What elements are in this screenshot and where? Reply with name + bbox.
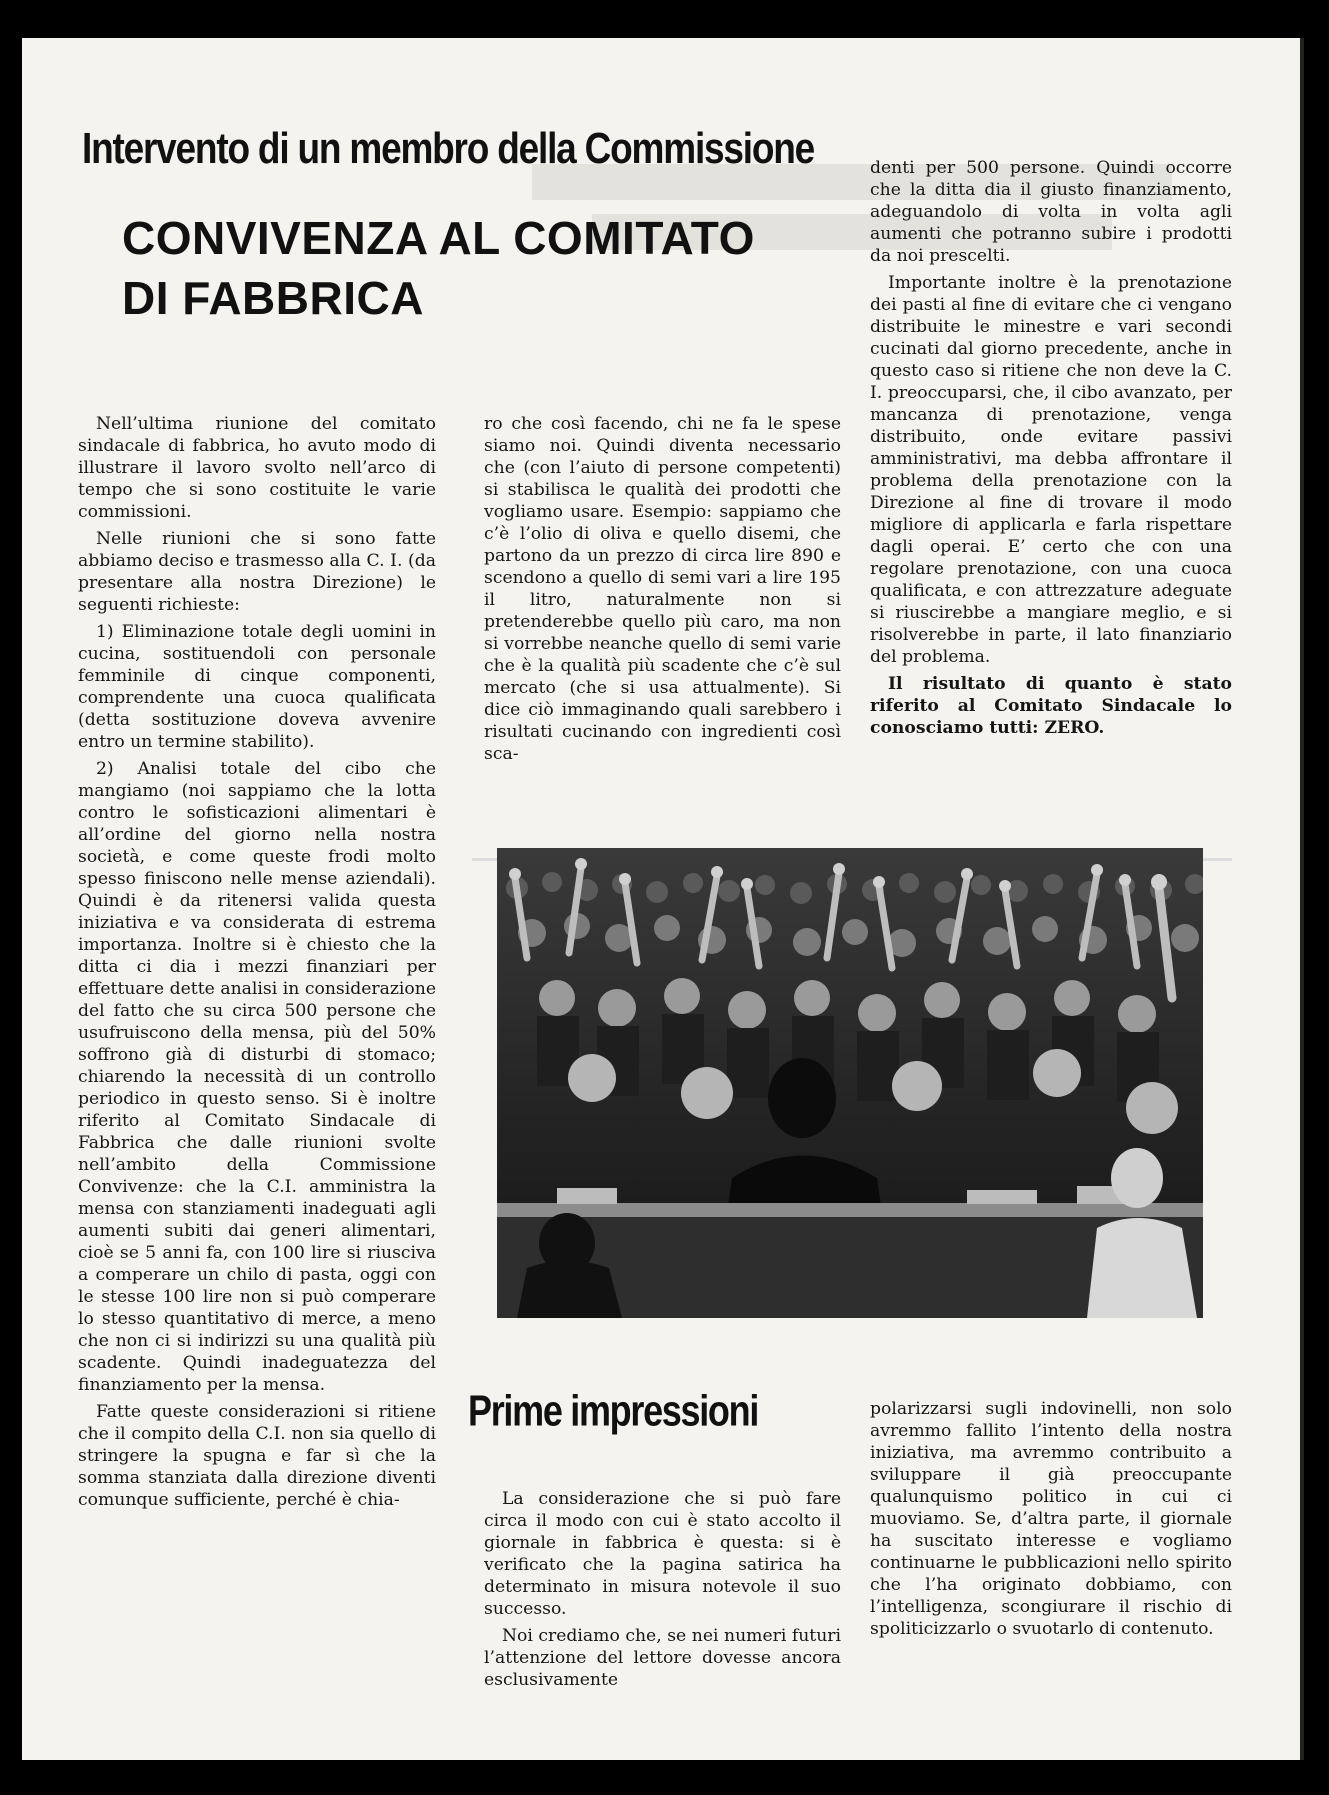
kicker-heading: Intervento di un membro della Commissione (82, 124, 815, 173)
newspaper-page (22, 38, 1304, 1760)
article-column-2 (484, 413, 841, 770)
crowd-illustration (497, 848, 1203, 1318)
article-column-1 (78, 413, 436, 1516)
article-2-column-right (870, 1398, 1232, 1645)
page-edge (1300, 38, 1304, 1760)
paragraph: Importante inoltre è la prenotazione dei pasti al fine di evitare che ci vengano distribuite le minestre e vari secondi cucinati dal giorno precedente, anche in questo caso si ritiene che non deve la C. I. preoccuparsi, che, il cibo avanzato, per mancanza di prenotazione, venga distribuito, onde evitare passivi amministrativi, ma debba affrontare il problema della prenotazione con la Direzione al fine di trovare il modo migliore di applicarla e farla rispettare dagli operai. E’ certo che con una regolare prenotazione, con una cuoca qualificata, e con attrezzature adeguate si riuscirebbe a mangiare meglio, e si risolverebbe in parte, il lato finanziario del problema. (870, 273, 1232, 667)
paragraph: denti per 500 persone. Quindi occorre che la ditta dia il giusto finanziamento, adeguandolo di volta in volta agli aumenti che potranno subire i prodotti da noi prescelti. (870, 158, 1232, 266)
paragraph: Il risultato di quanto è stato riferito al Comitato Sindacale lo conosciamo tutti: ZERO. (870, 674, 1232, 738)
section-title: Prime impressioni (468, 1385, 759, 1436)
headline-line-2: DI FABBRICA (122, 272, 424, 324)
paragraph: 1) Eliminazione totale degli uomini in cucina, sostituendoli con personale femminile di cinque componenti, comprendente una cuoca qualificata (detta sostituzione doveva avvenire entro un termine stabilito). (78, 622, 436, 752)
page-title (122, 208, 822, 328)
assembly-photo (497, 848, 1203, 1318)
article-column-3 (870, 157, 1232, 744)
paragraph: 2) Analisi totale del cibo che mangiamo (noi sappiamo che la lotta contro le sofisticazioni alimentari è all’ordine del giorno nella nostra società, e come queste frodi molto spesso finiscono nelle mense aziendali). Quindi è da ritenersi valida questa iniziativa e va considerata di estrema importanza. Inoltre si è chiesto che la ditta ci dia i mezzi finanziari per effettuare dette analisi in considerazione del fatto che su circa 500 persone che usufruiscono della mensa, più del 50% soffrono già di disturbi di stomaco; chiarendo la necessità di un controllo periodico in questo senso. Si è inoltre riferito al Comitato Sindacale di Fabbrica che dalle riunioni svolte nell’ambito della Commissione Convivenze: che la C.I. amministra la mensa con stanziamenti inadeguati agli aumenti subiti dai generi alimentari, cioè se 5 anni fa, con 100 lire si riusciva a comperare un chilo di pasta, oggi con le stesse 100 lire non si può comperare lo stesso quantitativo di merce, a meno che non ci si indirizzi su una qualità più scadente. Quindi inadeguatezza del finanziamento per la mensa. (78, 759, 436, 1395)
paragraph: Fatte queste considerazioni si ritiene che il compito della C.I. non sia quello di stringere la spugna e far sì che la somma stanziata dalla direzione diventi comunque sufficiente, perché è chia- (78, 1402, 436, 1510)
headline-line-1: CONVIVENZA AL COMITATO (122, 212, 755, 264)
paragraph: La considerazione che si può fare circa il modo con cui è stato accolto il giornale in fabbrica è questa: si è verificato che la pagina satirica ha determinato in misura notevole il suo successo. (484, 1489, 841, 1619)
paragraph: Noi crediamo che, se nei numeri futuri l’attenzione del lettore dovesse ancora esclusivamente (484, 1626, 841, 1690)
paragraph: Nell’ultima riunione del comitato sindacale di fabbrica, ho avuto modo di illustrare il lavoro svolto nell’arco di tempo che si sono costituite le varie commissioni. (78, 414, 436, 522)
paragraph: ro che così facendo, chi ne fa le spese siamo noi. Quindi diventa necessario che (con l’aiuto di persone competenti) si stabilisca le qualità dei prodotti che vogliamo usare. Esempio: sappiamo che c’è l’olio di oliva e quello disemi, che partono da un prezzo di circa lire 890 e scendono a quello di semi vari a lire 195 il litro, naturalmente non si pretenderebbe quello più caro, ma non si vorrebbe neanche quello di semi varie che è la qualità più scadente che c’è sul mercato (che si usa attualmente). Si dice ciò immaginando quali sarebbero i risultati cucinando con ingredienti così sca- (484, 414, 841, 764)
article-2-column-left (484, 1488, 841, 1696)
paragraph: Nelle riunioni che si sono fatte abbiamo deciso e trasmesso alla C. I. (da presentare alla nostra Direzione) le seguenti richieste: (78, 529, 436, 615)
paragraph: polarizzarsi sugli indovinelli, non solo avremmo fallito l’intento della nostra iniziativa, ma avremmo contribuito a sviluppare il già preoccupante qualunquismo politico in cui ci muoviamo. Se, d’altra parte, il giornale ha suscitato interesse e vogliamo continuarne le pubblicazioni nello spirito che l’ha originato dobbiamo, con l’intelligenza, scongiurare il rischio di spoliticizzarlo o svuotarlo di contenuto. (870, 1399, 1232, 1639)
